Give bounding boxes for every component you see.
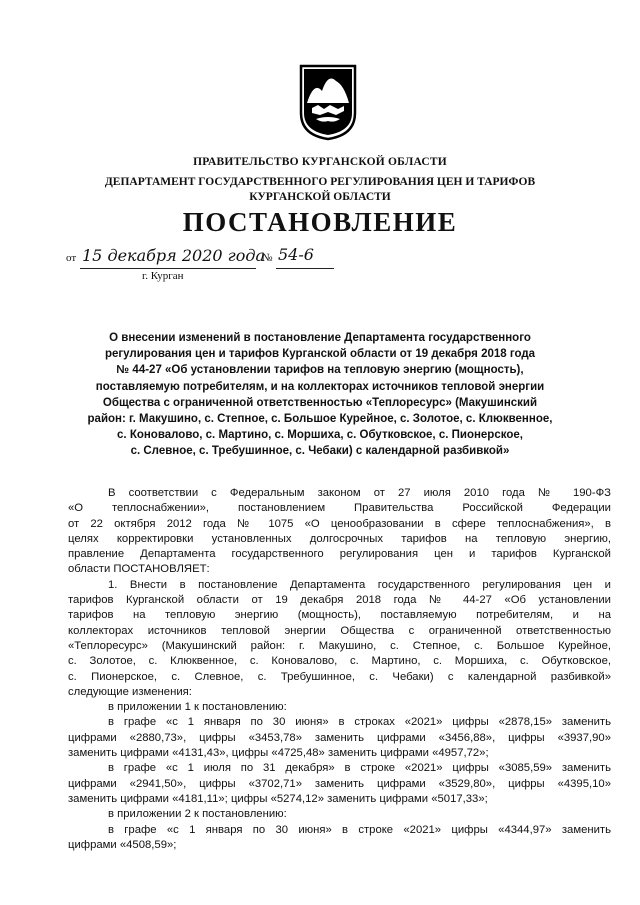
handwritten-date: 15 декабря 2020 года (82, 246, 266, 265)
coat-of-arms-icon (298, 63, 358, 141)
body-line: цифрами «2880,73», цифры «3453,78» заменить цифрами «3456,88», цифры «3937,90» (68, 731, 611, 744)
date-underline (80, 268, 256, 269)
body-line: в приложении 1 к постановлению: (108, 701, 287, 714)
body-line: в графе «с 1 января по 30 июня» в строке «2021» цифры «4344,97» заменить (108, 823, 611, 836)
body-line: в графе «с 1 января по 30 июня» в строках «2021» цифры «2878,15» заменить (108, 716, 611, 729)
department-heading-line1: ДЕПАРТАМЕНТ ГОСУДАРСТВЕННОГО РЕГУЛИРОВАНИЯ ЦЕН И ТАРИФОВ (104, 176, 536, 188)
document-type-title: ПОСТАНОВЛЕНИЕ (182, 207, 458, 237)
body-line: заменить цифрами «4131,43», цифры «4725,48» заменить цифрами «4957,72»; (68, 747, 489, 760)
subject-line: О внесении изменений в постановление Департамента государственного (109, 332, 531, 344)
body-line: области ПОСТАНОВЛЯЕТ: (68, 563, 210, 576)
body-line: от 22 октября 2012 года № 1075 «О ценообразовании в сфере теплоснабжения», в (68, 517, 611, 530)
subject-line: с. Слевное, с. Требушинное, с. Чебаки) с календарной разбивкой» (130, 445, 510, 458)
handwritten-number: 54-6 (278, 245, 314, 264)
body-line: тарифов Курганской области от 19 декабря 2018 года № 44-27 «Об установлении (68, 594, 611, 607)
body-line: В соответствии с Федеральным законом от 27 июля 2010 года № 190-ФЗ (108, 487, 611, 499)
body-line: коллекторах источников тепловой энергии Общества с ограниченной ответственностью (68, 624, 611, 637)
subject-line: № 44-27 «Об установлении тарифов на тепловую энергию (мощность), (116, 364, 524, 377)
body-line: следующие изменения: (68, 685, 192, 698)
department-heading-line2: КУРГАНСКОЙ ОБЛАСТИ (249, 191, 391, 203)
date-label: от (66, 252, 77, 264)
document-subject (55, 330, 585, 460)
body-line: в приложении 2 к постановлению: (108, 808, 287, 821)
city-label: г. Курган (142, 270, 184, 282)
body-line: целях корректировки установленных долгосрочных тарифов на тепловую энергию, (68, 532, 611, 545)
subject-line: район: г. Макушино, с. Степное, с. Большое Курейное, с. Золотое, с. Клюквенное, (87, 413, 553, 426)
subject-line: регулирования цен и тарифов Курганской области от 19 декабря 2018 года (104, 348, 536, 361)
body-line: с. Золотое, с. Клюквенное, с. Коновалово, с. Мартино, с. Моршиха, с. Обутковское, (68, 655, 611, 668)
number-label: № (262, 252, 273, 264)
government-heading: ПРАВИТЕЛЬСТВО КУРГАНСКОЙ ОБЛАСТИ (193, 156, 447, 168)
body-line: цифрами «2941,50», цифры «3702,71» заменить цифрами «3529,80», цифры «4395,10» (68, 777, 611, 790)
number-underline (276, 268, 334, 269)
body-line: 1. Внести в постановление Департамента государственного регулирования цен и (108, 578, 611, 591)
body-line: правление Департамента государственного регулирования цен и тарифов Курганской (68, 548, 611, 561)
body-line: «Теплоресурс» (Макушинский район: г. Макушино, с. Степное, с. Большое Курейное, (68, 639, 611, 652)
body-line: «О теплоснабжении», постановлением Правительства Российской Федерации (68, 502, 611, 515)
subject-line: с. Коновалово, с. Мартино, с. Моршиха, с. Обутковское, с. Пионерское, (117, 429, 523, 442)
body-line: заменить цифрами «4181,11»; цифры «5274,12» заменить цифрами «5017,33»; (68, 792, 488, 805)
body-line: тарифов на тепловую энергию (мощность), поставляемую потребителям, и на (68, 609, 611, 622)
subject-line: поставляемую потребителям, и на коллекторах источников тепловой энергии (95, 380, 545, 393)
document-body (68, 486, 611, 853)
body-line: в графе «с 1 июля по 31 декабря» в строке «2021» цифры «3085,59» заменить (108, 762, 611, 775)
body-line: с. Пионерское, с. Слевное, с. Требушинное, с. Чебаки) с календарной разбивкой» (68, 670, 611, 683)
subject-line: Общества с ограниченной ответственностью «Теплоресурс» (Макушинский (102, 396, 538, 409)
body-line: цифрами «4508,59»; (68, 838, 177, 851)
